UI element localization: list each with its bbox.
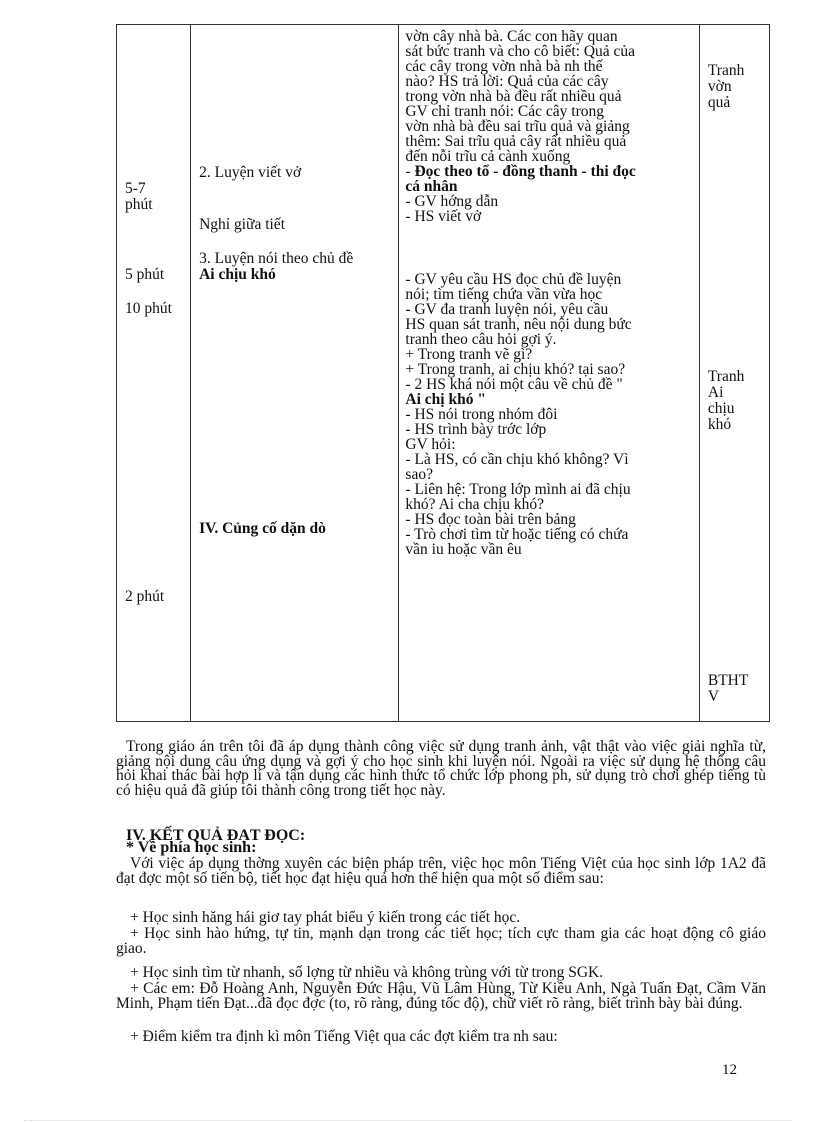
content-line: GV hỏi:: [405, 436, 456, 453]
activity-speaking-topic: Ai chịu khó: [199, 266, 276, 283]
material-text: V: [707, 688, 720, 705]
content-lines: [399, 25, 698, 557]
content-line: GV chỉ tranh nói: Các cây trong: [405, 103, 605, 120]
material-text: Tranh: [707, 368, 745, 385]
content-line: - HS nói trong nhóm đôi: [405, 406, 558, 423]
content-topic-bold: Ai chị khó ": [405, 391, 486, 408]
material-text: khó: [707, 416, 732, 433]
content-line-reading: [405, 164, 692, 179]
content-line: khó? Ai cha chịu khó?: [405, 496, 545, 513]
content-reading-bold: Đọc theo tổ - đồng thanh - thi đọc: [414, 163, 636, 180]
content-line: - Là HS, có cần chịu khó không? Vì: [405, 451, 629, 468]
content-line: các cây trong vờn nhà bà nh thế: [405, 58, 603, 75]
content-line: trong vờn nhà bà đều rất nhiều quả: [405, 88, 622, 105]
content-line: - HS trình bày trớc lớp: [405, 421, 547, 438]
material-text: BTHT: [707, 672, 749, 689]
material-text: Ai: [707, 384, 724, 401]
content-column: [399, 25, 699, 722]
materials-column: [699, 25, 769, 722]
time-10-min: 10 phút: [125, 300, 172, 317]
content-line: sát bức tranh và cho cô biết: Quả của: [405, 43, 636, 60]
content-line: nào? HS trả lời: Quả của các cây: [405, 73, 609, 90]
bullet-item: + Các em: Đỗ Hoàng Anh, Nguyễn Đức Hậu, Vũ Lâm Hùng, Từ Kiều Anh, Ngà Tuấn Đạt, Cầm Văn Minh, Phạm tiến Đạt...đã đọc đợc (to, rõ ràng, đúng tốc độ), chữ viết rõ ràng, biết trình bày bài đúng.: [116, 980, 766, 1012]
material-text: Tranh: [707, 62, 745, 79]
content-line: - HS đọc toàn bài trên bảng: [405, 511, 576, 528]
content-line: + Trong tranh, ai chịu khó? tại sao?: [405, 361, 626, 378]
activity-column: [191, 25, 399, 722]
activity-writing: 2. Luyện viết vở: [199, 164, 302, 181]
content-line: - HS viết vở: [405, 208, 482, 225]
page-number: 12: [722, 1062, 737, 1078]
content-line: - 2 HS khá nói một câu về chủ đề ": [405, 376, 623, 393]
content-line: - Liên hệ: Trong lớp mình ai đã chịu: [405, 481, 631, 498]
activity-break: Nghỉ giữa tiết: [199, 216, 285, 233]
material-text: vờn: [707, 78, 732, 95]
bullet-item: + Học sinh tìm từ nhanh, số lợng từ nhiều và không trùng với từ trong SGK.: [130, 964, 604, 981]
content-reading-bold-2: cá nhân: [405, 178, 458, 195]
content-line: thêm: Sai trĩu quả cây rất nhiều quả: [405, 133, 627, 150]
content-line: - GV yêu cầu HS đọc chủ đề luyện: [405, 271, 622, 288]
bullet-item: + Học sinh hào hứng, tự tin, mạnh dạn trong các tiết học; tích cực tham gia các hoạt động cô giáo giao.: [116, 925, 766, 957]
time-5-min: 5 phút: [125, 266, 165, 283]
results-paragraph: Với việc áp dụng thờng xuyên các biện pháp trên, việc học môn Tiếng Việt của học sinh lớp 1A2 đã đạt đợc một số tiến bộ, tiết học đạt hiệu quả hơn thể hiện qua một số điểm sau:: [116, 855, 766, 887]
content-line: đến nỗi trĩu cả cành xuống: [405, 148, 571, 165]
content-line: nói; tìm tiếng chứa vần vừa học: [405, 286, 603, 303]
content-line: HS quan sát tranh, nêu nội dung bức: [405, 316, 632, 333]
content-line: - GV hớng dẫn: [405, 193, 499, 210]
time-5-7: 5-7: [125, 180, 146, 197]
student-results-subheading: * Về phía học sinh:: [126, 839, 257, 856]
content-prefix: -: [405, 163, 415, 180]
content-line: + Trong tranh vẽ gì?: [405, 346, 533, 363]
time-2-min: 2 phút: [125, 588, 165, 605]
bullet-item: + Học sinh hăng hái giơ tay phát biểu ý kiến trong các tiết học.: [130, 909, 521, 926]
page-divider: [24, 1120, 792, 1121]
content-line: vờn nhà bà đều sai trĩu quả và giảng: [405, 118, 630, 135]
content-line: vần iu hoặc vần êu: [405, 541, 522, 558]
content-line: - Trò chơi tìm từ hoặc tiếng có chứa: [405, 526, 629, 543]
bullet-item: + Điểm kiểm tra định kì môn Tiếng Việt qua các đợt kiểm tra nh sau:: [130, 1028, 558, 1045]
content-line: vờn cây nhà bà. Các con hãy quan: [405, 28, 618, 45]
lesson-plan-table: [116, 24, 770, 722]
content-line: - GV đa tranh luyện nói, yêu cầu: [405, 301, 609, 318]
activity-speaking: 3. Luyện nói theo chủ đề: [199, 250, 354, 267]
time-minutes-label: phút: [125, 196, 153, 213]
time-column: [117, 25, 191, 722]
summary-paragraph: Trong giáo án trên tôi đã áp dụng thành công việc sử dụng tranh ảnh, vật thật vào việc giải nghĩa từ, giảng nội dung câu ứng dụng và gợi ý cho học sinh khi luyện nói. Ngoài ra việc sử dụng hệ thống câu hỏi khai thác bài hợp lí và tận dụng các hình thức tổ chức lớp phong ph, sử dụng trò chơi ghép tiếng tù có hiệu quả đã giúp tôi thành công trong tiết học này.: [116, 738, 766, 799]
material-text: quả: [707, 94, 731, 111]
results-heading: IV. KẾT QUẢ ĐẠT ĐỌC:: [126, 827, 306, 844]
activity-consolidation: IV. Củng cố dặn dò: [199, 520, 326, 537]
content-line: sao?: [405, 466, 433, 483]
content-line: tranh theo câu hỏi gợi ý.: [405, 331, 557, 348]
material-text: chịu: [707, 400, 735, 417]
